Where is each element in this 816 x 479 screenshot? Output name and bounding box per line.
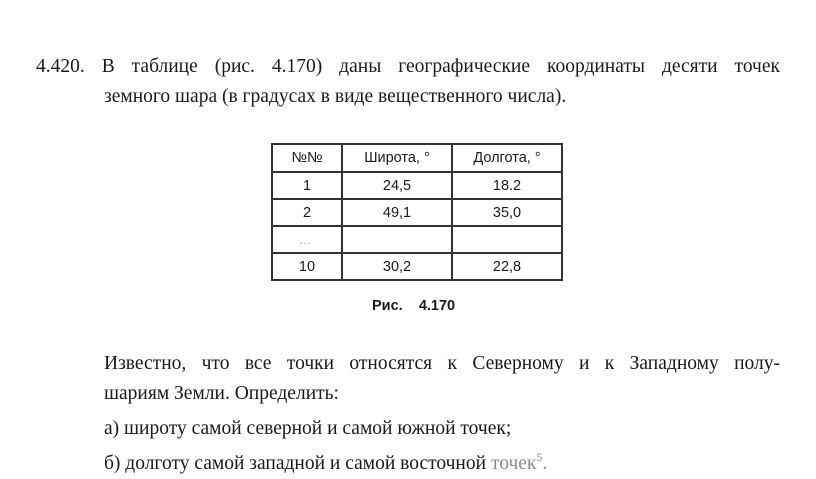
problem-statement: В таблице (рис. 4.170) даны географические координаты десяти точек xyxy=(101,56,780,77)
figure-label: Рис. xyxy=(372,298,403,314)
cell-latitude: 24,5 xyxy=(342,172,452,199)
header-latitude: Широта, ° xyxy=(342,144,452,172)
table-row xyxy=(272,172,562,199)
table-row-ellipsis xyxy=(272,226,562,253)
header-number: №№ xyxy=(272,144,342,172)
header-longitude: Долгота, ° xyxy=(452,144,562,172)
footnote-marker: 5 xyxy=(536,450,543,464)
figure-number: 4.170 xyxy=(418,298,456,314)
table-header-row xyxy=(272,144,562,172)
task-item-b-faded-word: точек$^5$ xyxy=(490,450,543,474)
problem-text-line-2: земного шара (в градусах в виде вещественного числа). xyxy=(104,86,567,107)
cell-longitude: 18.2 xyxy=(452,172,562,199)
table-row xyxy=(272,199,562,226)
cell-latitude xyxy=(342,226,452,253)
cell-number: 10 xyxy=(272,253,342,280)
cell-latitude: 49,1 xyxy=(342,199,452,226)
table-row xyxy=(272,253,562,280)
cell-longitude: 35,0 xyxy=(452,199,562,226)
problem-text-line-1 xyxy=(36,52,780,82)
coordinates-table xyxy=(271,143,563,281)
cell-number: 1 xyxy=(272,172,342,199)
task-item-b-period: . xyxy=(542,453,548,474)
cell-longitude: 22,8 xyxy=(452,253,562,280)
task-item-b-text: б) долготу самой западной и самой восточной xyxy=(104,453,487,474)
condition-text-line-1: Известно, что все точки относятся к Северному и к Западному полу- xyxy=(104,353,780,374)
cell-latitude: 30,2 xyxy=(342,253,452,280)
figure-caption xyxy=(372,298,455,314)
condition-text-line-2: шариям Земли. Определить: xyxy=(104,383,339,404)
cell-ellipsis: … xyxy=(272,226,342,253)
cell-number: 2 xyxy=(272,199,342,226)
task-item-b xyxy=(104,449,547,479)
cell-longitude xyxy=(452,226,562,253)
problem-number: 4.420. xyxy=(36,56,85,77)
task-item-a: а) широту самой северной и самой южной точек; xyxy=(104,418,512,439)
